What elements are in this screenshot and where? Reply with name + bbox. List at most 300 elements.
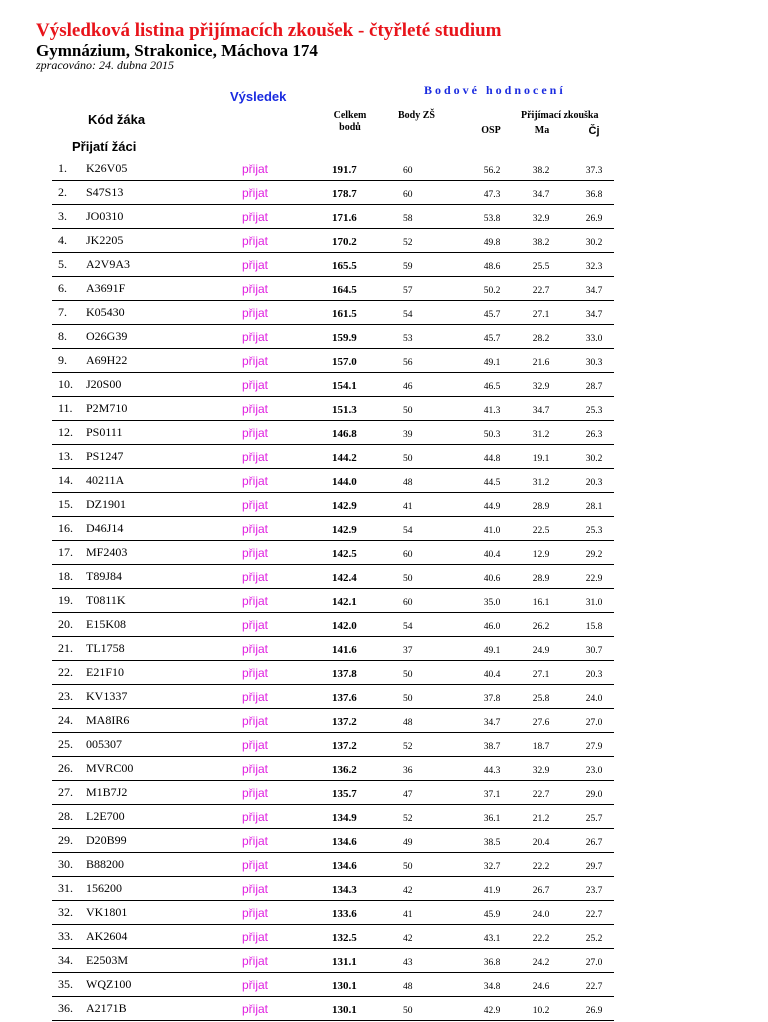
points-ma: 20.4 xyxy=(532,838,550,848)
student-code: A2171B xyxy=(86,1001,127,1015)
points-cj: 15.8 xyxy=(585,622,603,632)
total-points: 134.9 xyxy=(332,812,357,824)
student-code: 005307 xyxy=(86,737,122,751)
table-row xyxy=(52,398,614,421)
table-row xyxy=(52,278,614,301)
points-osp: 50.2 xyxy=(483,286,501,296)
result-status: přijat xyxy=(242,666,269,680)
student-code: 156200 xyxy=(86,881,122,895)
row-rank: 6. xyxy=(58,281,67,295)
points-cj: 30.7 xyxy=(585,646,603,656)
row-rank: 34. xyxy=(58,953,73,967)
student-code: L2E700 xyxy=(86,809,125,823)
student-code: E15K08 xyxy=(86,617,126,631)
student-code: M1B7J2 xyxy=(86,785,128,799)
total-points: 137.2 xyxy=(332,716,357,728)
student-code: PS1247 xyxy=(86,449,124,463)
points-ma: 27.1 xyxy=(532,310,550,320)
points-osp: 45.9 xyxy=(483,910,501,920)
row-rank: 26. xyxy=(58,761,73,775)
points-osp: 43.1 xyxy=(483,934,501,944)
points-zs: 59 xyxy=(403,262,413,272)
table-row xyxy=(52,446,614,469)
result-status: přijat xyxy=(242,690,269,704)
points-ma: 25.8 xyxy=(532,694,550,704)
total-points: 142.5 xyxy=(332,548,357,560)
points-ma: 24.9 xyxy=(532,646,550,656)
result-status: přijat xyxy=(242,450,269,464)
points-cj: 29.0 xyxy=(585,790,603,800)
result-status: přijat xyxy=(242,786,269,800)
points-osp: 49.1 xyxy=(483,358,501,368)
points-cj: 37.3 xyxy=(585,166,603,176)
result-status: přijat xyxy=(242,522,269,536)
points-cj: 26.3 xyxy=(585,430,603,440)
points-cj: 23.7 xyxy=(585,886,603,896)
points-zs: 50 xyxy=(403,670,413,680)
result-status: přijat xyxy=(242,378,269,392)
points-ma: 22.5 xyxy=(532,526,550,536)
total-points: 133.6 xyxy=(332,908,357,920)
points-osp: 34.7 xyxy=(483,718,501,728)
total-points: 178.7 xyxy=(332,188,357,200)
row-rank: 15. xyxy=(58,497,73,511)
total-points: 131.1 xyxy=(332,956,357,968)
points-zs: 48 xyxy=(403,982,413,992)
result-status: přijat xyxy=(242,642,269,656)
total-points: 137.8 xyxy=(332,668,357,680)
header-prijimaci-zkouska: Přijímací zkouška xyxy=(521,110,599,121)
points-cj: 20.3 xyxy=(585,478,603,488)
total-points: 130.1 xyxy=(332,1004,357,1016)
student-code: S47S13 xyxy=(86,185,124,199)
table-row xyxy=(52,758,614,781)
points-zs: 41 xyxy=(403,910,413,920)
points-ma: 22.2 xyxy=(532,862,550,872)
page-title: Výsledková listina přijímacích zkoušek - čtyřleté studium xyxy=(36,20,502,41)
result-status: přijat xyxy=(242,354,269,368)
table-row xyxy=(52,830,614,853)
points-ma: 26.7 xyxy=(532,886,550,896)
total-points: 170.2 xyxy=(332,236,357,248)
row-rank: 12. xyxy=(58,425,73,439)
points-cj: 25.7 xyxy=(585,814,603,824)
points-zs: 48 xyxy=(403,718,413,728)
points-osp: 49.1 xyxy=(483,646,501,656)
header-osp: OSP xyxy=(481,125,501,136)
table-row xyxy=(52,374,614,397)
points-cj: 27.0 xyxy=(585,958,603,968)
total-points: 144.0 xyxy=(332,476,357,488)
points-ma: 22.7 xyxy=(532,286,550,296)
row-rank: 33. xyxy=(58,929,73,943)
table-row xyxy=(52,926,614,949)
row-rank: 10. xyxy=(58,377,73,391)
points-cj: 22.7 xyxy=(585,982,603,992)
points-cj: 36.8 xyxy=(585,190,603,200)
result-status: přijat xyxy=(242,762,269,776)
points-osp: 36.8 xyxy=(483,958,501,968)
total-points: 157.0 xyxy=(332,356,357,368)
points-osp: 36.1 xyxy=(483,814,501,824)
result-status: přijat xyxy=(242,306,269,320)
table-row xyxy=(52,230,614,253)
results-table xyxy=(52,158,614,1022)
points-cj: 27.0 xyxy=(585,718,603,728)
result-status: přijat xyxy=(242,546,269,560)
points-ma: 28.9 xyxy=(532,502,550,512)
row-rank: 17. xyxy=(58,545,73,559)
points-osp: 41.3 xyxy=(483,406,501,416)
row-rank: 31. xyxy=(58,881,73,895)
total-points: 161.5 xyxy=(332,308,357,320)
points-zs: 60 xyxy=(403,550,413,560)
points-ma: 27.6 xyxy=(532,718,550,728)
total-points: 165.5 xyxy=(332,260,357,272)
row-rank: 30. xyxy=(58,857,73,871)
points-osp: 40.4 xyxy=(483,670,501,680)
points-zs: 52 xyxy=(403,742,413,752)
result-status: přijat xyxy=(242,978,269,992)
row-rank: 1. xyxy=(58,161,67,175)
points-cj: 34.7 xyxy=(585,310,603,320)
points-ma: 38.2 xyxy=(532,238,550,248)
points-cj: 30.2 xyxy=(585,454,603,464)
points-zs: 49 xyxy=(403,838,413,848)
points-osp: 53.8 xyxy=(483,214,501,224)
points-osp: 44.3 xyxy=(483,766,501,776)
points-ma: 28.9 xyxy=(532,574,550,584)
points-zs: 50 xyxy=(403,454,413,464)
points-zs: 53 xyxy=(403,334,413,344)
result-status: přijat xyxy=(242,282,269,296)
points-ma: 34.7 xyxy=(532,190,550,200)
points-cj: 22.7 xyxy=(585,910,603,920)
points-zs: 50 xyxy=(403,406,413,416)
points-cj: 34.7 xyxy=(585,286,603,296)
row-rank: 5. xyxy=(58,257,67,271)
points-osp: 50.3 xyxy=(483,430,501,440)
row-rank: 18. xyxy=(58,569,73,583)
points-osp: 34.8 xyxy=(483,982,501,992)
row-rank: 35. xyxy=(58,977,73,991)
total-points: 159.9 xyxy=(332,332,357,344)
row-rank: 9. xyxy=(58,353,67,367)
header-vysledek: Výsledek xyxy=(230,89,287,104)
student-code: 40211A xyxy=(86,473,125,487)
school-name: Gymnázium, Strakonice, Máchova 174 xyxy=(36,41,318,60)
student-code: DZ1901 xyxy=(86,497,126,511)
points-ma: 24.0 xyxy=(532,910,550,920)
points-osp: 44.8 xyxy=(483,454,501,464)
points-ma: 22.7 xyxy=(532,790,550,800)
student-code: D46J14 xyxy=(86,521,124,535)
student-code: KV1337 xyxy=(86,689,128,703)
total-points: 144.2 xyxy=(332,452,357,464)
result-status: přijat xyxy=(242,210,269,224)
points-ma: 28.2 xyxy=(532,334,550,344)
student-code: MA8IR6 xyxy=(86,713,130,727)
total-points: 142.9 xyxy=(332,524,357,536)
points-osp: 37.1 xyxy=(483,790,501,800)
header-bodove-hodnoceni: Bodové hodnocení xyxy=(424,83,566,97)
total-points: 142.1 xyxy=(332,596,357,608)
points-osp: 45.7 xyxy=(483,310,501,320)
points-zs: 54 xyxy=(403,526,413,536)
points-ma: 26.2 xyxy=(532,622,550,632)
row-rank: 22. xyxy=(58,665,73,679)
points-cj: 28.1 xyxy=(585,502,603,512)
result-status: přijat xyxy=(242,954,269,968)
points-osp: 44.9 xyxy=(483,502,501,512)
row-rank: 32. xyxy=(58,905,73,919)
student-code: K26V05 xyxy=(86,161,128,175)
points-zs: 52 xyxy=(403,814,413,824)
table-row xyxy=(52,326,614,349)
points-osp: 37.8 xyxy=(483,694,501,704)
total-points: 171.6 xyxy=(332,212,357,224)
row-rank: 27. xyxy=(58,785,73,799)
points-zs: 36 xyxy=(403,766,413,776)
row-rank: 11. xyxy=(58,401,73,415)
row-rank: 29. xyxy=(58,833,73,847)
total-points: 164.5 xyxy=(332,284,357,296)
result-status: přijat xyxy=(242,930,269,944)
points-zs: 50 xyxy=(403,574,413,584)
result-status: přijat xyxy=(242,834,269,848)
student-code: VK1801 xyxy=(86,905,128,919)
result-status: přijat xyxy=(242,858,269,872)
points-zs: 60 xyxy=(403,190,413,200)
row-rank: 4. xyxy=(58,233,67,247)
points-cj: 23.0 xyxy=(585,766,603,776)
row-rank: 24. xyxy=(58,713,73,727)
result-status: přijat xyxy=(242,714,269,728)
student-code: MF2403 xyxy=(86,545,128,559)
points-zs: 39 xyxy=(403,430,413,440)
total-points: 132.5 xyxy=(332,932,357,944)
points-osp: 40.6 xyxy=(483,574,501,584)
table-row xyxy=(52,302,614,325)
result-status: přijat xyxy=(242,618,269,632)
table-row xyxy=(52,158,614,181)
table-row xyxy=(52,734,614,757)
total-points: 191.7 xyxy=(332,164,357,176)
points-ma: 34.7 xyxy=(532,406,550,416)
points-ma: 22.2 xyxy=(532,934,550,944)
student-code: K05430 xyxy=(86,305,125,319)
points-cj: 25.3 xyxy=(585,526,603,536)
points-cj: 25.3 xyxy=(585,406,603,416)
table-row xyxy=(52,806,614,829)
points-zs: 42 xyxy=(403,934,413,944)
total-points: 146.8 xyxy=(332,428,357,440)
points-cj: 29.7 xyxy=(585,862,603,872)
table-row xyxy=(52,254,614,277)
points-osp: 56.2 xyxy=(483,166,501,176)
points-zs: 58 xyxy=(403,214,413,224)
student-code: AK2604 xyxy=(86,929,128,943)
result-status: přijat xyxy=(242,570,269,584)
table-row xyxy=(52,182,614,205)
points-ma: 21.2 xyxy=(532,814,550,824)
header-celkem-bodu: Celkem bodů xyxy=(333,110,367,133)
points-ma: 24.6 xyxy=(532,982,550,992)
total-points: 134.6 xyxy=(332,860,357,872)
row-rank: 28. xyxy=(58,809,73,823)
header-body-zs: Body ZŠ xyxy=(398,110,435,121)
total-points: 134.6 xyxy=(332,836,357,848)
header-cj: Čj xyxy=(588,125,600,137)
points-osp: 45.7 xyxy=(483,334,501,344)
points-osp: 35.0 xyxy=(483,598,501,608)
points-zs: 50 xyxy=(403,1006,413,1016)
points-zs: 48 xyxy=(403,478,413,488)
row-rank: 36. xyxy=(58,1001,73,1015)
points-ma: 32.9 xyxy=(532,214,550,224)
table-row xyxy=(52,638,614,661)
points-ma: 31.2 xyxy=(532,430,550,440)
row-rank: 20. xyxy=(58,617,73,631)
total-points: 154.1 xyxy=(332,380,357,392)
table-row xyxy=(52,470,614,493)
points-cj: 32.3 xyxy=(585,262,603,272)
result-status: přijat xyxy=(242,882,269,896)
points-ma: 10.2 xyxy=(532,1006,550,1016)
points-cj: 29.2 xyxy=(585,550,603,560)
total-points: 141.6 xyxy=(332,644,357,656)
points-cj: 25.2 xyxy=(585,934,603,944)
points-cj: 26.7 xyxy=(585,838,603,848)
student-code: PS0111 xyxy=(86,425,123,439)
student-code: T0811K xyxy=(86,593,126,607)
points-cj: 22.9 xyxy=(585,574,603,584)
total-points: 130.1 xyxy=(332,980,357,992)
student-code: TL1758 xyxy=(86,641,125,655)
table-row xyxy=(52,518,614,541)
points-osp: 46.0 xyxy=(483,622,501,632)
result-status: přijat xyxy=(242,330,269,344)
student-code: WQZ100 xyxy=(86,977,132,991)
table-row xyxy=(52,494,614,517)
student-code: E21F10 xyxy=(86,665,125,679)
points-osp: 49.8 xyxy=(483,238,501,248)
points-cj: 30.2 xyxy=(585,238,603,248)
points-ma: 21.6 xyxy=(532,358,550,368)
total-points: 137.2 xyxy=(332,740,357,752)
points-ma: 32.9 xyxy=(532,382,550,392)
points-ma: 25.5 xyxy=(532,262,550,272)
points-ma: 18.7 xyxy=(532,742,550,752)
points-cj: 30.3 xyxy=(585,358,603,368)
total-points: 142.0 xyxy=(332,620,357,632)
points-zs: 52 xyxy=(403,238,413,248)
processed-date: zpracováno: 24. dubna 2015 xyxy=(36,58,174,72)
points-ma: 16.1 xyxy=(532,598,550,608)
row-rank: 21. xyxy=(58,641,73,655)
table-row xyxy=(52,566,614,589)
table-row xyxy=(52,902,614,925)
points-zs: 50 xyxy=(403,862,413,872)
table-row xyxy=(52,422,614,445)
points-cj: 26.9 xyxy=(585,214,603,224)
total-points: 151.3 xyxy=(332,404,357,416)
section-heading: Přijatí žáci xyxy=(72,139,137,154)
student-code: JO0310 xyxy=(86,209,124,223)
row-rank: 14. xyxy=(58,473,73,487)
points-osp: 38.5 xyxy=(483,838,501,848)
table-row xyxy=(52,782,614,805)
row-rank: 3. xyxy=(58,209,67,223)
points-osp: 42.9 xyxy=(483,1006,501,1016)
result-status: přijat xyxy=(242,474,269,488)
points-ma: 12.9 xyxy=(532,550,550,560)
points-zs: 57 xyxy=(403,286,413,296)
table-row xyxy=(52,998,614,1021)
points-zs: 43 xyxy=(403,958,413,968)
points-ma: 24.2 xyxy=(532,958,550,968)
total-points: 137.6 xyxy=(332,692,357,704)
total-points: 134.3 xyxy=(332,884,357,896)
table-row xyxy=(52,662,614,685)
result-status: přijat xyxy=(242,234,269,248)
points-zs: 46 xyxy=(403,382,413,392)
result-status: přijat xyxy=(242,1002,269,1016)
table-row xyxy=(52,542,614,565)
student-code: MVRC00 xyxy=(86,761,134,775)
result-status: přijat xyxy=(242,498,269,512)
points-zs: 60 xyxy=(403,598,413,608)
row-rank: 2. xyxy=(58,185,67,199)
table-row xyxy=(52,710,614,733)
points-osp: 41.0 xyxy=(483,526,501,536)
points-osp: 38.7 xyxy=(483,742,501,752)
row-rank: 13. xyxy=(58,449,73,463)
row-rank: 23. xyxy=(58,689,73,703)
result-status: přijat xyxy=(242,162,269,176)
points-zs: 42 xyxy=(403,886,413,896)
points-osp: 46.5 xyxy=(483,382,501,392)
student-code: A3691F xyxy=(86,281,126,295)
result-status: přijat xyxy=(242,186,269,200)
student-code: E2503M xyxy=(86,953,128,967)
row-rank: 25. xyxy=(58,737,73,751)
table-row xyxy=(52,614,614,637)
points-zs: 41 xyxy=(403,502,413,512)
points-zs: 54 xyxy=(403,622,413,632)
result-status: přijat xyxy=(242,738,269,752)
row-rank: 19. xyxy=(58,593,73,607)
total-points: 142.4 xyxy=(332,572,357,584)
result-status: přijat xyxy=(242,906,269,920)
row-rank: 16. xyxy=(58,521,73,535)
student-code: P2M710 xyxy=(86,401,128,415)
table-row xyxy=(52,878,614,901)
points-osp: 41.9 xyxy=(483,886,501,896)
header-ma: Ma xyxy=(534,125,550,136)
row-rank: 7. xyxy=(58,305,67,319)
result-status: přijat xyxy=(242,258,269,272)
student-code: J20S00 xyxy=(86,377,122,391)
total-points: 135.7 xyxy=(332,788,357,800)
points-zs: 56 xyxy=(403,358,413,368)
points-osp: 32.7 xyxy=(483,862,501,872)
student-code: JK2205 xyxy=(86,233,124,247)
points-ma: 38.2 xyxy=(532,166,550,176)
table-row xyxy=(52,854,614,877)
result-status: přijat xyxy=(242,426,269,440)
student-code: D20B99 xyxy=(86,833,127,847)
